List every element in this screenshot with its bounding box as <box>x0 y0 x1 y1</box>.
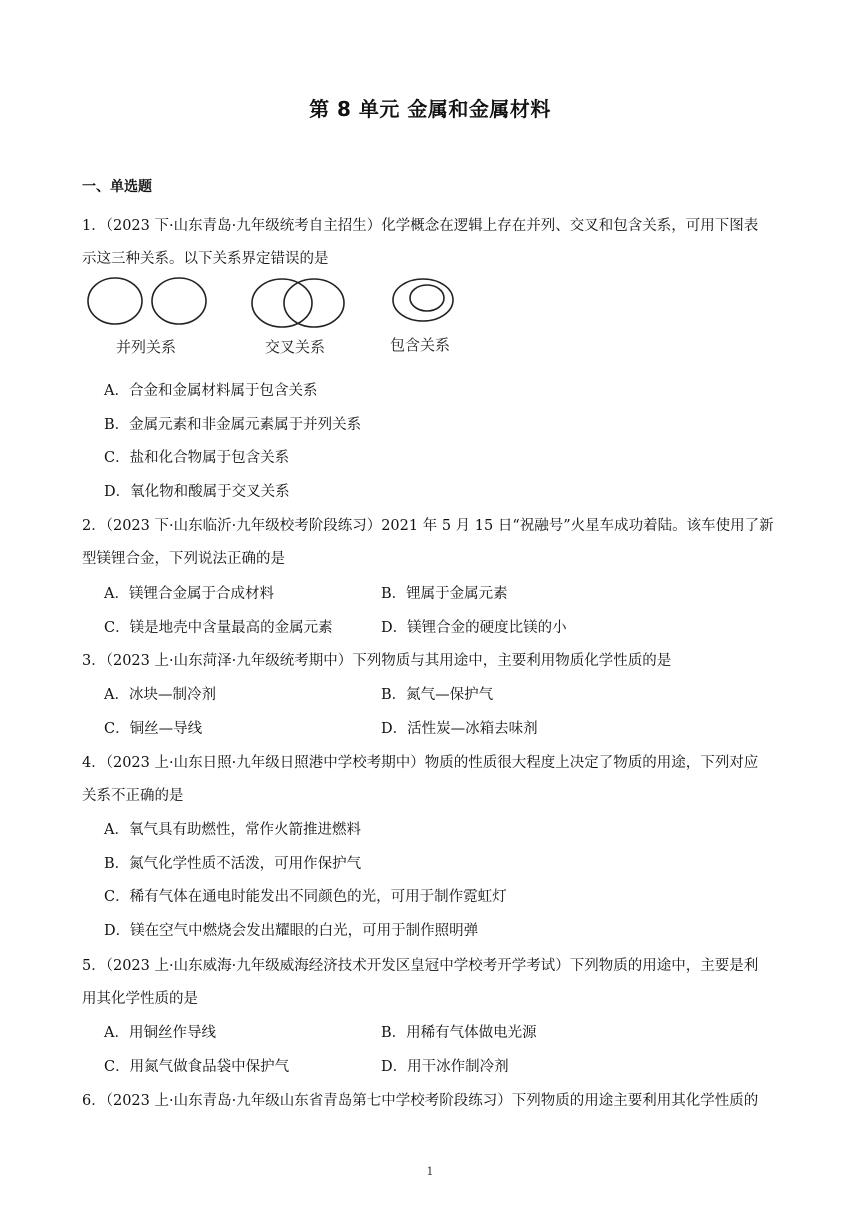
option-a[interactable]: A．氧气具有助燃性，常作火箭推进燃料 <box>104 822 361 838</box>
option-d[interactable]: D．镁锂合金的硬度比镁的小 <box>381 619 567 636</box>
question-1-line-2: 示这三种关系。以下关系界定错误的是 <box>82 251 329 267</box>
section-heading: 一、单选题 <box>82 179 152 195</box>
cross-circle-right <box>284 279 344 327</box>
question-4-line-1: 4．（2023 上·山东日照·九年级日照港中学校考期中）物质的性质很大程度上决定了物质的用途，下列对应 <box>82 755 759 771</box>
option-a[interactable]: A．镁锂合金属于合成材料 <box>104 586 274 602</box>
option-a[interactable]: A．冰块—制冷剂 <box>104 687 216 703</box>
option-d[interactable]: D．用干冰作制冷剂 <box>381 1058 509 1075</box>
question-2-options <box>104 578 784 645</box>
option-b[interactable]: B．金属元素和非金属元素属于并列关系 <box>104 416 362 433</box>
question-3-options <box>104 679 784 746</box>
parallel-circle-left <box>88 278 142 324</box>
question-2 <box>82 510 782 576</box>
option-b[interactable]: B．氮气化学性质不活泼，可用作保护气 <box>104 855 362 872</box>
question-3 <box>82 645 782 678</box>
question-3-line-1: 3．（2023 上·山东菏泽·九年级统考期中）下列物质与其用途中，主要利用物质化学性质的是 <box>82 653 672 669</box>
label-contain: 包含关系 <box>390 336 451 354</box>
question-2-line-2: 型镁锂合金，下列说法正确的是 <box>82 551 285 567</box>
question-4-line-2: 关系不正确的是 <box>82 788 184 804</box>
relation-diagram <box>82 276 472 366</box>
page-number: 1 <box>426 1165 434 1178</box>
option-a[interactable]: A．用铜丝作导线 <box>104 1025 216 1041</box>
cross-circle-left <box>252 279 312 327</box>
question-1-line-1: 1．（2023 下·山东青岛·九年级统考自主招生）化学概念在逻辑上存在并列、交叉和包含关系，可用下图表 <box>82 218 759 234</box>
question-1 <box>82 210 782 276</box>
option-d[interactable]: D．活性炭—冰箱去味剂 <box>381 720 538 737</box>
question-2-line-1: 2．（2023 下·山东临沂·九年级校考阶段练习）2021 年 5 月 15 日“祝融号”火星车成功着陆。该车使用了新 <box>82 518 774 534</box>
option-c[interactable]: C．镁是地壳中含量最高的金属元素 <box>104 619 333 636</box>
page-title: 第 8 单元 金属和金属材料 <box>309 97 551 121</box>
question-5-options <box>104 1017 784 1084</box>
option-b[interactable]: B．锂属于金属元素 <box>381 586 508 602</box>
label-cross: 交叉关系 <box>265 338 326 356</box>
option-c[interactable]: C．铜丝—导线 <box>104 720 203 737</box>
question-5-line-2: 用其化学性质的是 <box>82 991 198 1007</box>
question-4 <box>82 747 782 813</box>
option-b[interactable]: B．氮气—保护气 <box>381 687 494 703</box>
question-5-line-1: 5．（2023 上·山东威海·九年级威海经济技术开发区皇冠中学校考开学考试）下列物质的用途中，主要是利 <box>82 958 759 974</box>
option-d[interactable]: D．镁在空气中燃烧会发出耀眼的白光，可用于制作照明弹 <box>104 922 479 939</box>
option-c[interactable]: C．稀有气体在通电时能发出不同颜色的光，可用于制作霓虹灯 <box>104 889 507 905</box>
question-5 <box>82 950 782 1016</box>
question-4-options <box>104 814 784 948</box>
label-parallel: 并列关系 <box>116 338 177 356</box>
parallel-circle-right <box>152 278 206 324</box>
contain-circle-inner <box>410 285 444 311</box>
option-a[interactable]: A．合金和金属材料属于包含关系 <box>104 383 318 399</box>
option-c[interactable]: C．用氮气做食品袋中保护气 <box>104 1058 290 1075</box>
question-6-line-1: 6．（2023 上·山东青岛·九年级山东省青岛第七中学校考阶段练习）下列物质的用途主要利用其化学性质的 <box>82 1093 759 1109</box>
option-b[interactable]: B．用稀有气体做电光源 <box>381 1025 537 1041</box>
option-d[interactable]: D．氧化物和酸属于交叉关系 <box>104 483 290 500</box>
question-6 <box>82 1085 782 1118</box>
relation-diagram-svg <box>82 276 472 366</box>
question-1-options <box>104 375 784 509</box>
option-c[interactable]: C．盐和化合物属于包含关系 <box>104 450 290 466</box>
